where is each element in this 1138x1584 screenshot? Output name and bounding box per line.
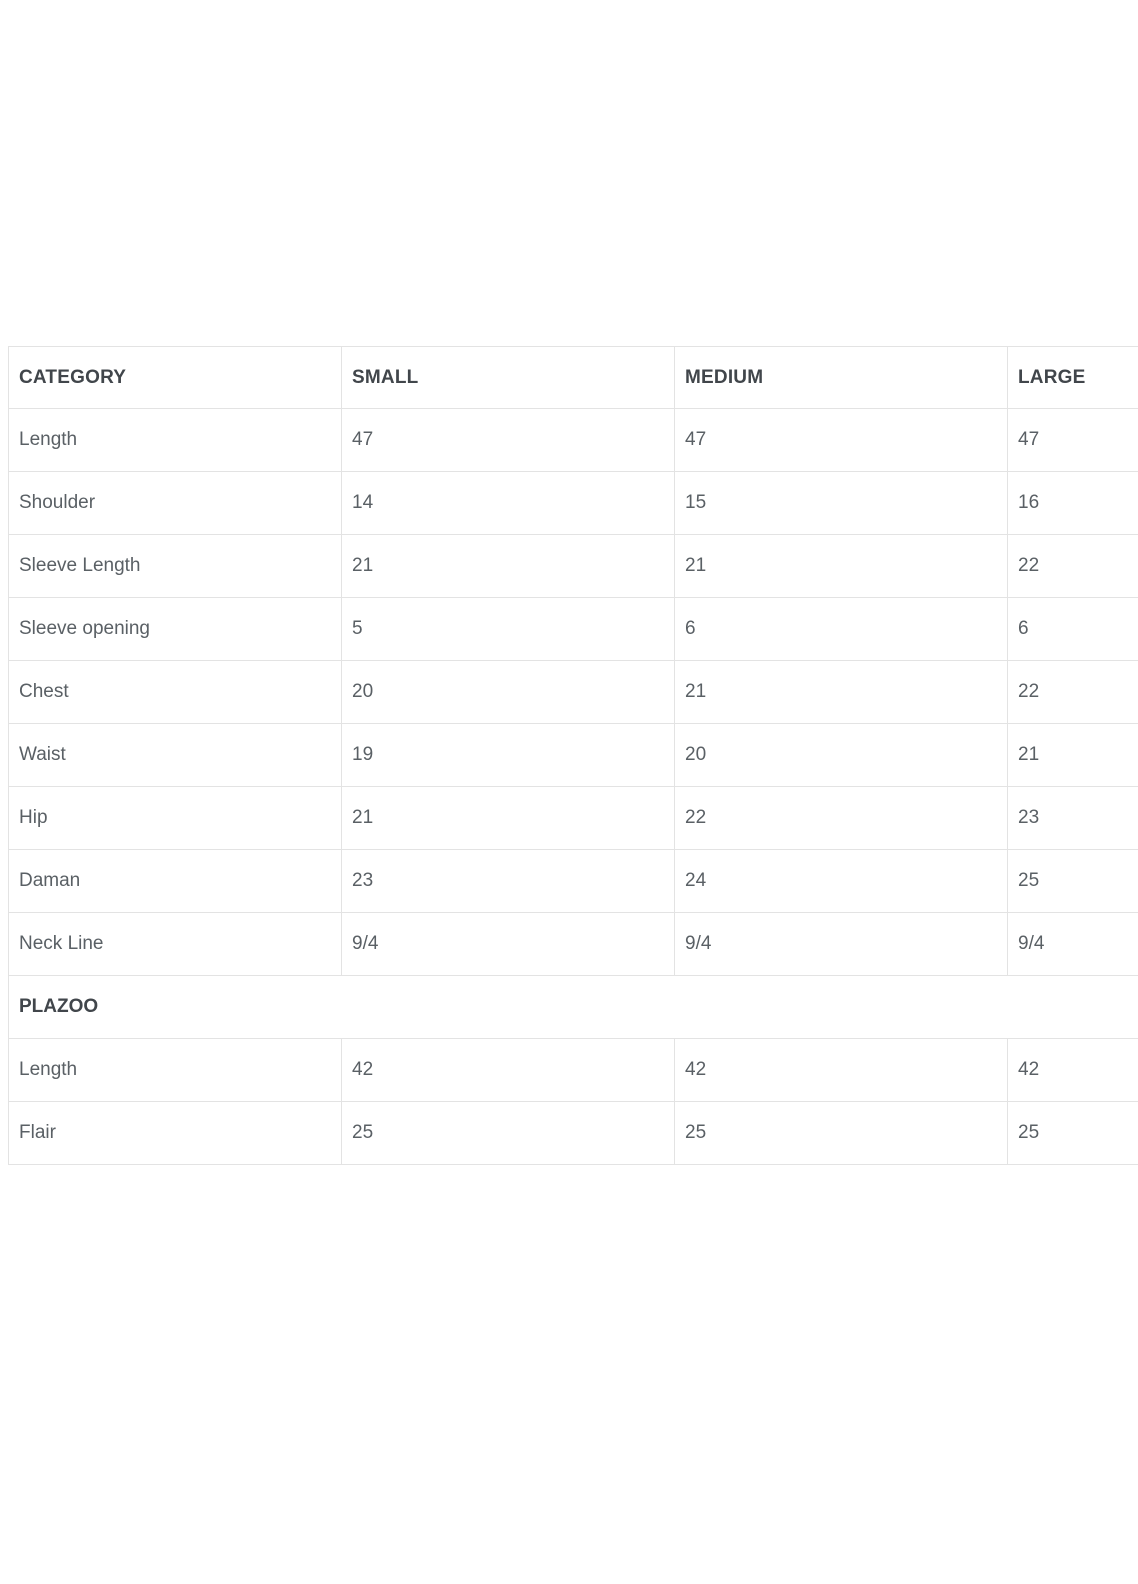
cell-small: 20	[342, 661, 675, 724]
section-header-row	[9, 976, 1138, 1039]
row-label: Daman	[9, 850, 342, 913]
row-label: Neck Line	[9, 913, 342, 976]
cell-large: 23	[1008, 787, 1138, 850]
cell-large: 25	[1008, 850, 1138, 913]
column-header-medium: MEDIUM	[675, 347, 1008, 409]
table-row	[9, 787, 1138, 850]
cell-small: 19	[342, 724, 675, 787]
table-row	[9, 535, 1138, 598]
column-header-category: CATEGORY	[9, 347, 342, 409]
table-row	[9, 913, 1138, 976]
cell-small: 47	[342, 409, 675, 472]
cell-small: 25	[342, 1102, 675, 1165]
size-chart-table	[8, 346, 1138, 1165]
cell-large: 16	[1008, 472, 1138, 535]
cell-small: 21	[342, 535, 675, 598]
cell-medium: 21	[675, 661, 1008, 724]
section-label-plazoo: PLAZOO	[9, 976, 1138, 1039]
row-label: Sleeve opening	[9, 598, 342, 661]
cell-large: 9/4	[1008, 913, 1138, 976]
size-chart-section	[8, 346, 1138, 1165]
cell-small: 23	[342, 850, 675, 913]
table-row	[9, 1102, 1138, 1165]
cell-medium: 24	[675, 850, 1008, 913]
cell-large: 25	[1008, 1102, 1138, 1165]
cell-medium: 15	[675, 472, 1008, 535]
cell-small: 5	[342, 598, 675, 661]
cell-large: 47	[1008, 409, 1138, 472]
cell-large: 21	[1008, 724, 1138, 787]
column-header-small: SMALL	[342, 347, 675, 409]
cell-small: 9/4	[342, 913, 675, 976]
cell-medium: 42	[675, 1039, 1008, 1102]
cell-large: 6	[1008, 598, 1138, 661]
table-row	[9, 472, 1138, 535]
cell-small: 42	[342, 1039, 675, 1102]
table-row	[9, 598, 1138, 661]
cell-large: 22	[1008, 535, 1138, 598]
cell-medium: 25	[675, 1102, 1008, 1165]
table-row	[9, 1039, 1138, 1102]
row-label: Flair	[9, 1102, 342, 1165]
row-label: Hip	[9, 787, 342, 850]
cell-large: 42	[1008, 1039, 1138, 1102]
row-label: Length	[9, 409, 342, 472]
row-label: Waist	[9, 724, 342, 787]
cell-small: 14	[342, 472, 675, 535]
header-row	[9, 347, 1138, 409]
cell-medium: 22	[675, 787, 1008, 850]
row-label: Chest	[9, 661, 342, 724]
row-label: Shoulder	[9, 472, 342, 535]
cell-medium: 20	[675, 724, 1008, 787]
cell-medium: 6	[675, 598, 1008, 661]
cell-medium: 47	[675, 409, 1008, 472]
cell-large: 22	[1008, 661, 1138, 724]
row-label: Sleeve Length	[9, 535, 342, 598]
table-row	[9, 850, 1138, 913]
table-row	[9, 409, 1138, 472]
column-header-large: LARGE	[1008, 347, 1138, 409]
cell-small: 21	[342, 787, 675, 850]
cell-medium: 21	[675, 535, 1008, 598]
row-label: Length	[9, 1039, 342, 1102]
cell-medium: 9/4	[675, 913, 1008, 976]
table-row	[9, 661, 1138, 724]
table-row	[9, 724, 1138, 787]
